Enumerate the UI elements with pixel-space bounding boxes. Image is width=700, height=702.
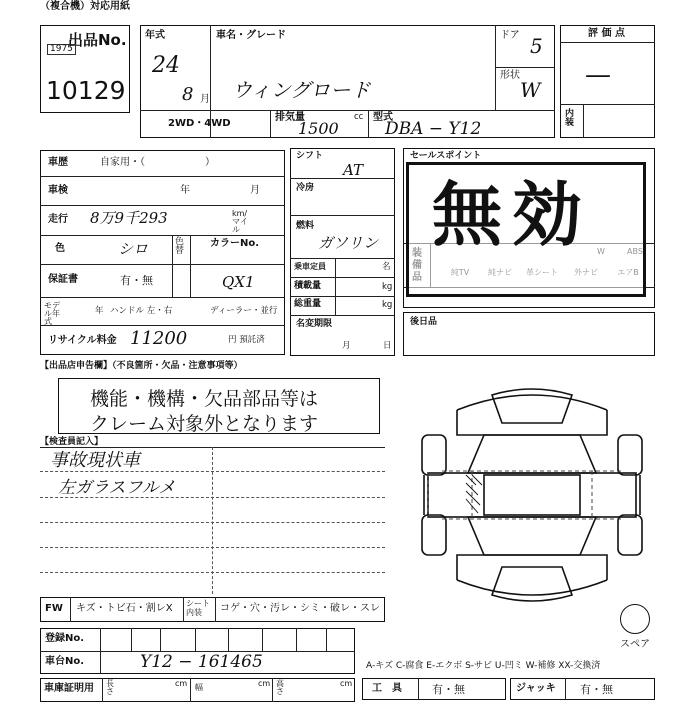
tools-options: 有・無 <box>432 683 465 696</box>
color-label: 色 <box>55 243 65 254</box>
mileage-value: 8万9千293 <box>90 209 168 227</box>
history-label: 車歴 <box>48 157 68 168</box>
year-value: 24 <box>152 53 180 78</box>
length-label: 長さ <box>106 679 114 696</box>
sales-label: セールスポイント <box>410 151 482 161</box>
rating-label: 評 価 点 <box>588 28 625 39</box>
warranty-label: 保証書 <box>48 274 78 285</box>
fuel-value: ガソリン <box>318 234 379 252</box>
jack-label: ジャッキ <box>516 683 556 694</box>
height-label: 高さ <box>276 679 284 696</box>
mileage-unit: km/マイル <box>232 209 248 234</box>
year-note: 1975 <box>47 44 76 55</box>
month-unit: 月 <box>200 94 210 105</box>
inspector-line1: 事故現状車 <box>50 450 140 471</box>
reg-label: 登録No. <box>45 633 85 644</box>
inspector-header: 【検査員記入】 <box>40 437 104 447</box>
seat-label: シート内装 <box>186 599 210 617</box>
body-label: 形状 <box>500 70 520 81</box>
capacity-label: 乗車定員 <box>294 262 326 271</box>
handle-label: ハンドル 左・右 <box>110 306 173 316</box>
fw-desc: キズ・トビ石・割レX <box>76 603 173 614</box>
cm-height: cm <box>340 679 353 688</box>
inspection-year: 年 <box>180 185 190 196</box>
recycle-value: 11200 <box>130 328 188 349</box>
chassis-value: Y12 − 161465 <box>140 652 263 672</box>
displacement-unit: cc <box>354 112 364 122</box>
ac-label: 冷房 <box>296 183 315 193</box>
form-type: （複合機）対応用紙 <box>40 1 130 12</box>
cm-length: cm <box>175 679 188 688</box>
void-stamp-text: 無効 <box>432 174 592 256</box>
fw-label: FW <box>45 603 63 614</box>
color-no-label: カラーNo. <box>210 238 260 249</box>
car-damage-diagram <box>412 375 652 615</box>
load-unit: kg <box>382 282 393 292</box>
disclaimer-line1: 機能・機構・欠品部品等は <box>90 388 319 410</box>
model-value: DBA − Y12 <box>385 119 482 139</box>
inspector-line2: 左ガラスフルメ <box>58 478 176 498</box>
dealer-label: ディーラー・並行 <box>210 306 278 316</box>
name-value: ウィングロード <box>232 78 371 102</box>
model-year-unit: 年 <box>95 306 104 316</box>
cm-width: cm <box>258 679 271 688</box>
inspection-month: 月 <box>250 185 260 196</box>
warranty-options: 有・無 <box>120 274 153 287</box>
history-value: 自家用・（ ） <box>100 157 215 168</box>
doors-label: ドア <box>500 30 520 41</box>
accessory-label: 後日品 <box>410 317 438 327</box>
rating-value: — <box>585 60 611 90</box>
capacity-unit: 名 <box>382 262 391 272</box>
disclaimer-line2: クレーム対象外となります <box>90 413 319 435</box>
model-label: 型式 <box>373 112 393 123</box>
color-change-label: 色替 <box>175 237 185 256</box>
lot-label: 出品No. <box>68 31 127 49</box>
jack-options: 有・無 <box>580 683 613 696</box>
lot-number: 10129 <box>46 76 126 105</box>
name-change-label: 名変期限 <box>296 319 333 329</box>
body-value: W <box>520 78 541 102</box>
spare-label: スペア <box>620 639 650 650</box>
width-label: 幅 <box>195 683 203 692</box>
weight-label: 総重量 <box>294 299 322 309</box>
load-label: 積載量 <box>294 281 322 291</box>
doors-value: 5 <box>530 34 543 58</box>
color-no-value: QX1 <box>222 273 255 291</box>
fuel-label: 燃料 <box>296 221 315 231</box>
spare-circle <box>620 604 650 634</box>
name-change-day: 日 <box>383 341 392 351</box>
displacement-label: 排気量 <box>275 112 305 123</box>
name-change-month: 月 <box>342 341 351 351</box>
accessory-box <box>403 312 655 356</box>
displacement-value: 1500 <box>298 119 339 138</box>
model-year-label: モデル年式 <box>44 301 60 326</box>
name-label: 車名・グレード <box>216 30 286 41</box>
month-value: 8 <box>182 84 194 105</box>
interior-label: 内装 <box>565 109 575 128</box>
shift-label: シフト <box>296 151 324 161</box>
shift-value: AT <box>343 161 364 179</box>
mileage-label: 走行 <box>48 214 68 225</box>
tools-label: 工 具 <box>372 683 402 694</box>
drive-label: 2WD・4WD <box>168 118 231 129</box>
recycle-unit: 円 預託済 <box>228 335 265 345</box>
damage-legend: A-キズ C-腐食 E-エクボ S-サビ U-凹ミ W-補修 XX-交換済 <box>366 661 601 671</box>
cert-label: 車庫証明用 <box>44 683 94 694</box>
weight-unit: kg <box>382 300 393 310</box>
recycle-label: リサイクル料金 <box>48 335 117 346</box>
notes-header: 【出品店申告欄】（不良箇所・欠品・注意事項等） <box>40 361 243 371</box>
inspection-label: 車検 <box>48 185 68 196</box>
chassis-label: 車台No. <box>45 656 85 667</box>
color-value: シロ <box>118 240 149 258</box>
seat-desc: コゲ・穴・汚レ・シミ・破レ・スレ <box>220 603 380 614</box>
year-label: 年式 <box>145 30 165 41</box>
